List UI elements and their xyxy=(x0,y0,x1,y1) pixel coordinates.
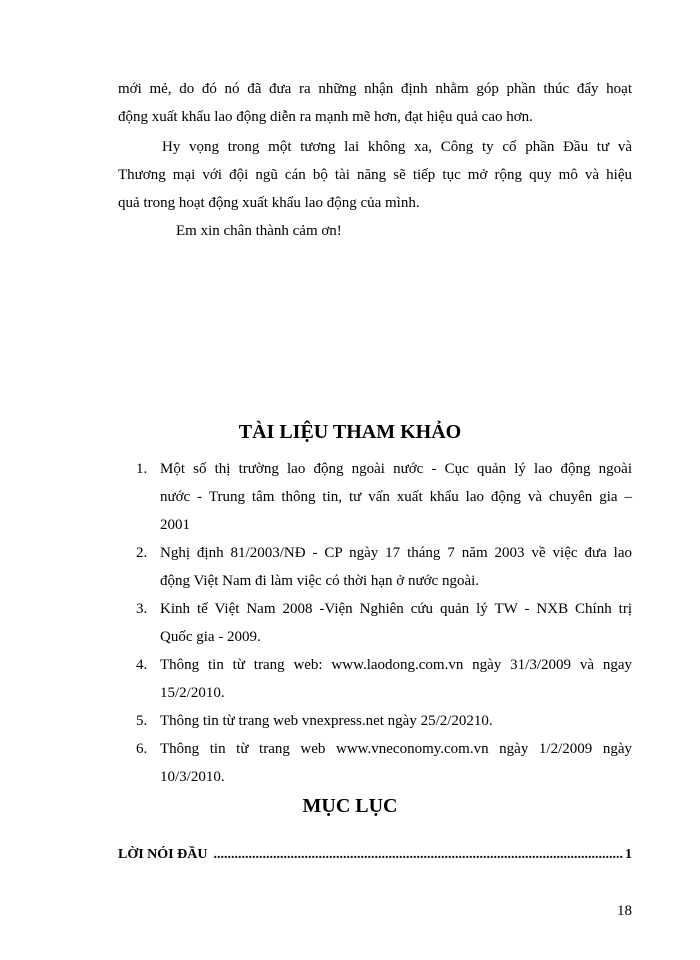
toc-entry[interactable] xyxy=(118,846,632,864)
reference-line: Thông tin từ trang web www.vneconomy.com.vn ngày 1/2/2009 ngày xyxy=(160,741,632,757)
body-line: quả trong hoạt động xuất khẩu lao động của mình. xyxy=(118,195,420,211)
reference-line: động Việt Nam đi làm việc có thời hạn ở nước ngoài. xyxy=(160,573,480,589)
reference-number: 2. xyxy=(136,545,148,561)
reference-number: 5. xyxy=(136,713,148,729)
body-line: Hy vọng trong một tương lai không xa, Công ty cổ phần Đầu tư và xyxy=(162,139,632,155)
reference-line: 15/2/2010. xyxy=(160,685,225,701)
reference-line: Một số thị trường lao động ngoài nước - Cục quản lý lao động ngoài xyxy=(160,461,632,477)
reference-line: Thông tin từ trang web: www.laodong.com.vn ngày 31/3/2009 và ngay xyxy=(160,657,632,673)
reference-line: 2001 xyxy=(160,517,190,533)
reference-line: nước - Trung tâm thông tin, tư vấn xuất khẩu lao động và chuyên gia – xyxy=(160,489,632,505)
toc-entry-page: 1 xyxy=(625,847,632,862)
reference-line: Kinh tế Việt Nam 2008 -Viện Nghiên cứu quản lý TW - NXB Chính trị xyxy=(160,601,632,617)
body-line: động xuất khẩu lao động diễn ra mạnh mẽ hơn, đạt hiệu quả cao hơn. xyxy=(118,109,533,125)
references-title: TÀI LIỆU THAM KHẢO xyxy=(238,421,462,443)
reference-number: 3. xyxy=(136,601,148,617)
reference-line: 10/3/2010. xyxy=(160,769,225,785)
reference-number: 6. xyxy=(136,741,148,757)
body-line: Thương mại với đội ngũ cán bộ tài năng sẽ tiếp tục mở rộng quy mô và hiệu xyxy=(118,167,632,183)
thanks-line: Em xin chân thành cảm ơn! xyxy=(176,223,342,239)
reference-line: Thông tin từ trang web vnexpress.net ngày 25/2/20210. xyxy=(160,713,493,729)
toc-title: MỤC LỤC xyxy=(302,795,398,817)
reference-line: Nghị định 81/2003/NĐ - CP ngày 17 tháng 7 năm 2003 về việc đưa lao xyxy=(160,545,632,561)
reference-number: 1. xyxy=(136,461,148,477)
toc-leader-dots xyxy=(213,846,623,864)
toc-entry-label: LỜI NÓI ĐẦU xyxy=(118,847,208,862)
reference-line: Quốc gia - 2009. xyxy=(160,629,261,645)
page-number: 18 xyxy=(617,903,632,919)
reference-number: 4. xyxy=(136,657,148,673)
body-line: mới mẻ, do đó nó đã đưa ra những nhận định nhằm góp phần thúc đẩy hoạt xyxy=(118,81,632,97)
